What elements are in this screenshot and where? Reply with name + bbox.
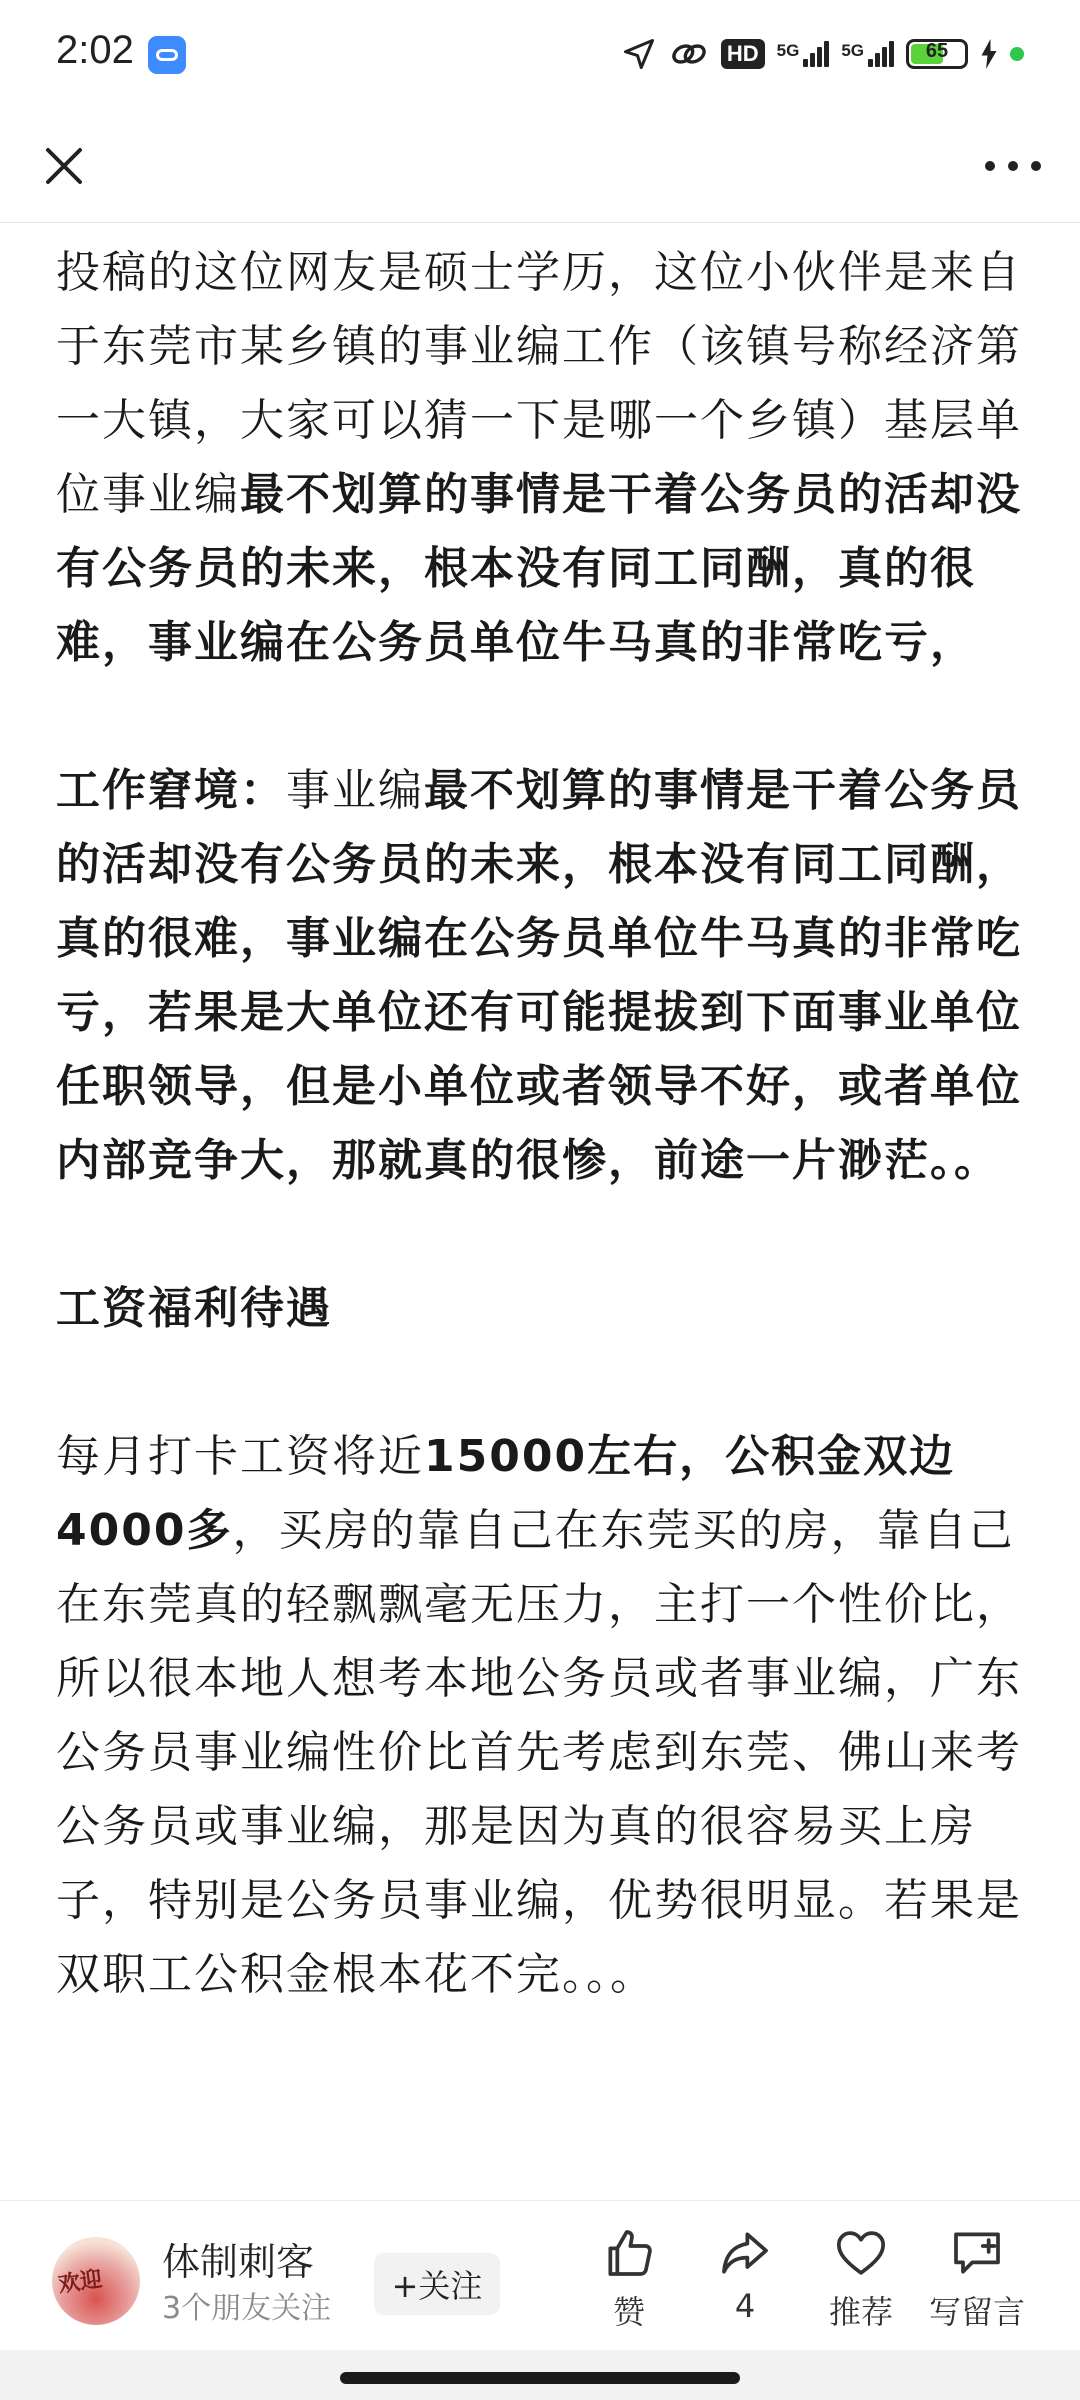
p2-label: 工作窘境：: [56, 765, 286, 816]
status-bar: [0, 0, 1080, 110]
p3-text-2: ，买房的靠自己在东莞买的房，靠自己在东莞真的轻飘飘毫无压力，主打一个性价比，所以很本地人想考本地公务员或者事业编，广东公务员事业编性价比首先考虑到东莞、佛山来考公务员或事业编，那是因为真的很容易买上房子，特别是公务员事业编，优势很明显。若果是双职工公积金根本花不完。。。: [56, 1505, 1022, 2000]
status-time: 2:02: [56, 28, 134, 72]
location-arrow-icon: [621, 36, 657, 72]
article-action-bar: [0, 2200, 1080, 2351]
author-followers: 3个朋友关注: [162, 2291, 332, 2326]
recommend-button[interactable]: [806, 2225, 916, 2333]
write-comment-button[interactable]: [922, 2225, 1032, 2333]
article-body: [56, 236, 1024, 2086]
gesture-navigation-area: [0, 2350, 1080, 2400]
p1-text: 投稿的这位网友是硕士学历，这位小伙伴是来自于东莞市某乡镇的事业编工作（该镇号称经济第一大镇，大家可以猜一下是哪一个乡镇）基层单位事业编: [56, 247, 1022, 520]
thumbs-up-icon: [601, 2225, 657, 2281]
signal-icon-2: [841, 41, 894, 67]
link-icon: [669, 36, 709, 72]
article-top-bar: [0, 110, 1080, 223]
article-paragraph-3: [56, 1420, 1024, 2012]
author-avatar[interactable]: [52, 2237, 140, 2325]
article-paragraph-1: [56, 236, 1024, 680]
section-heading: 工资福利待遇: [56, 1283, 332, 1334]
p1-emphasis: 最不划算的事情是干着公务员的活却没有公务员的未来，根本没有同工同酬，真的很难，事业编在公务员单位牛马真的非常吃亏，: [56, 469, 1022, 668]
article-paragraph-2: [56, 754, 1024, 1198]
hd-voice-badge: HD: [721, 39, 765, 69]
share-count: 4: [734, 2287, 756, 2325]
comment-add-icon: [949, 2225, 1005, 2281]
comment-label: 写留言: [928, 2293, 1025, 2331]
network-type-1: 5G: [776, 41, 800, 60]
author-name[interactable]: 体制刺客: [162, 2240, 315, 2284]
p2-text: 事业编: [286, 765, 424, 816]
privacy-indicator-dot: [1010, 47, 1024, 61]
p3-emphasis: 15000左右，公积金双边4000多: [56, 1431, 956, 1556]
battery-level: 65: [925, 40, 949, 62]
share-arrow-icon: [717, 2225, 773, 2281]
like-label: 赞: [612, 2293, 645, 2331]
home-gesture-handle[interactable]: [340, 2372, 740, 2384]
p2-emphasis: 最不划算的事情是干着公务员的活却没有公务员的未来，根本没有同工同酬，真的很难，事业编在公务员单位牛马真的非常吃亏，若果是大单位还有可能提拔到下面事业单位任职领导，但是小单位或者领导不好，或者单位内部竞争大，那就真的很惨，前途一片渺茫。。: [56, 765, 1022, 1186]
status-icons: [621, 32, 1024, 76]
p3-text-1: 每月打卡工资将近: [56, 1431, 424, 1482]
battery-icon: [906, 39, 968, 69]
like-button[interactable]: [574, 2225, 684, 2333]
share-button[interactable]: [690, 2225, 800, 2325]
recommend-label: 推荐: [828, 2293, 893, 2331]
avatar-calligraphy: 欢迎: [56, 2267, 104, 2298]
follow-button[interactable]: +关注: [374, 2253, 500, 2315]
link-app-icon: [148, 36, 186, 74]
more-horizontal-icon[interactable]: [976, 132, 1050, 200]
signal-icon-1: [777, 41, 830, 67]
heart-icon: [833, 2225, 889, 2281]
close-icon[interactable]: [30, 132, 98, 200]
charging-bolt-icon: [980, 39, 998, 69]
network-type-2: 5G: [841, 41, 864, 60]
